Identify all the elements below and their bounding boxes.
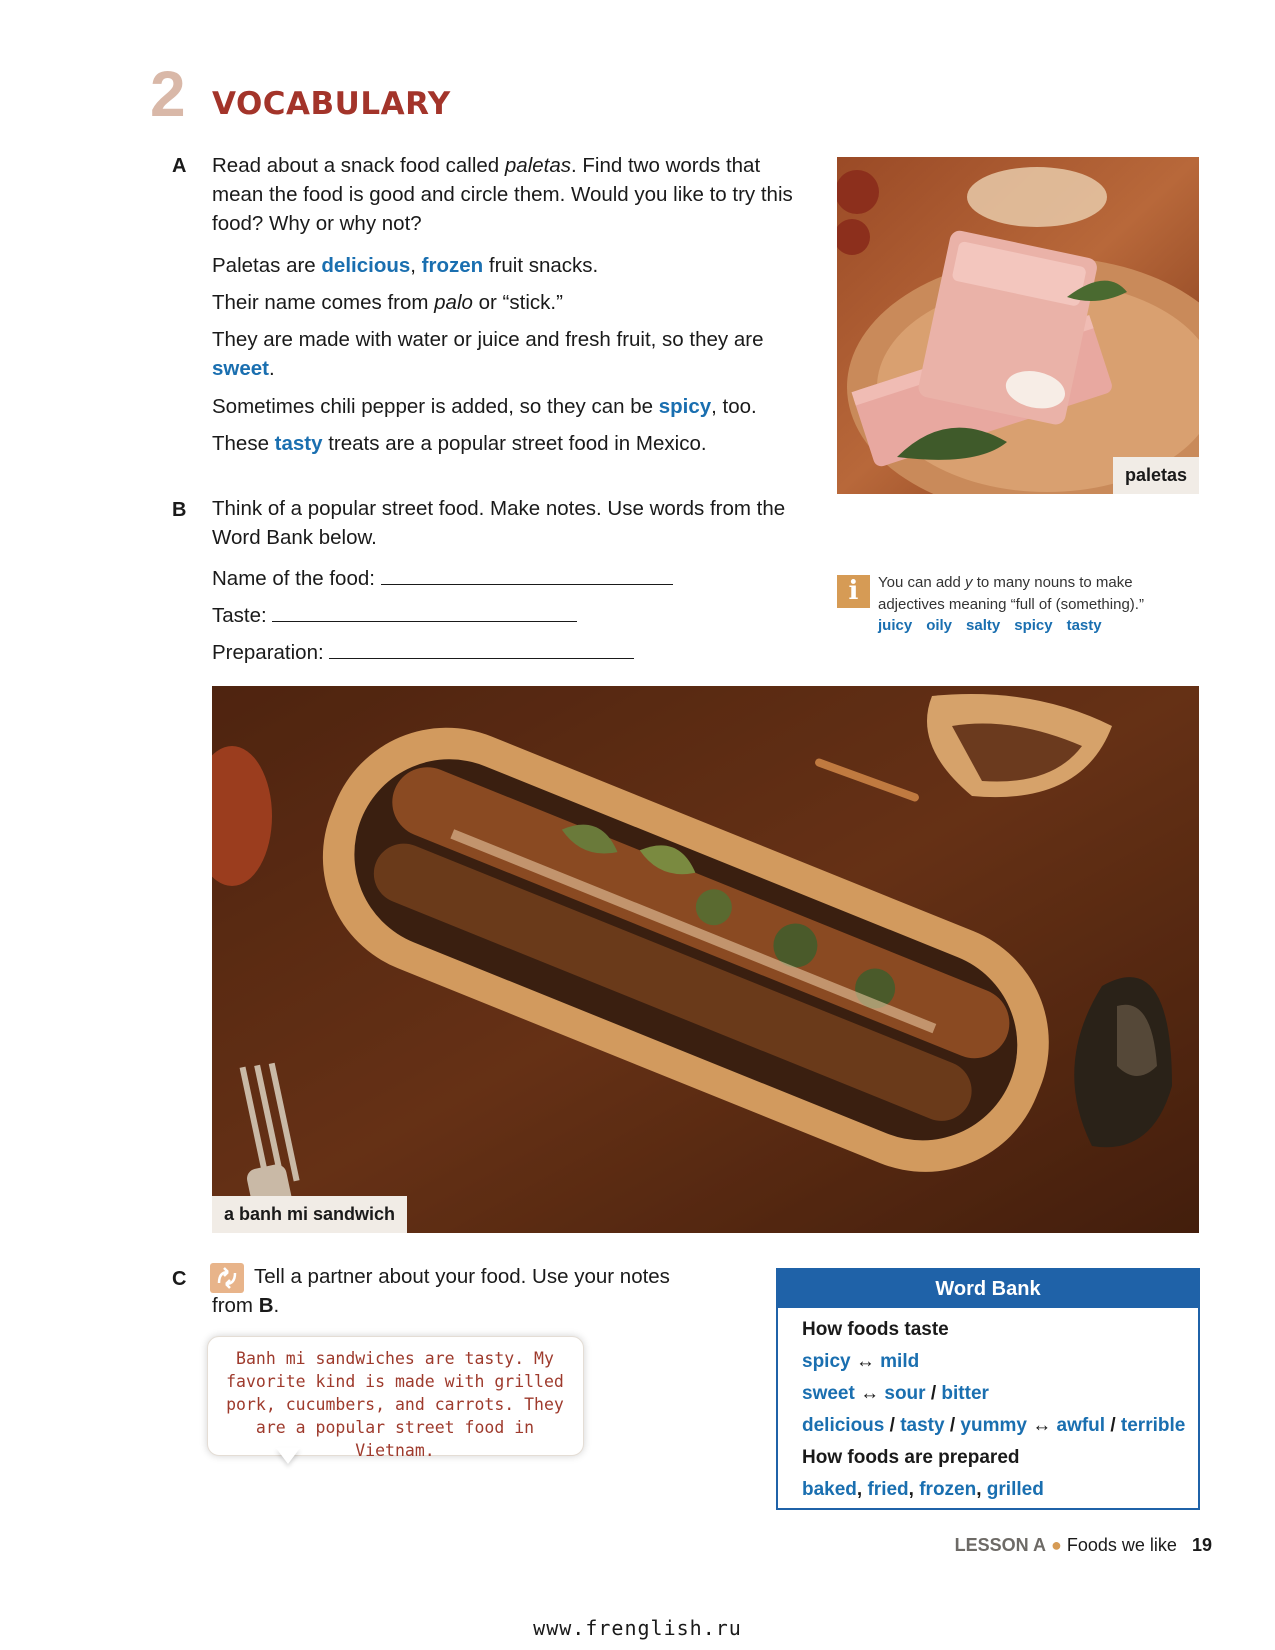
- sentence-5: These tasty treats are a popular street food in Mexico.: [212, 432, 707, 455]
- lesson-label: LESSON A: [954, 1535, 1046, 1555]
- word-bank-heading: How foods are prepared: [802, 1447, 1020, 1468]
- paletas-caption: paletas: [1113, 457, 1199, 494]
- preparation-blank[interactable]: [329, 640, 634, 659]
- part-c-instruction: Tell a partner about your food. Use your notes from B.: [212, 1265, 670, 1317]
- word-bank-row: baked, fried, frozen, grilled: [802, 1479, 1044, 1500]
- keyword: tasty: [274, 432, 323, 455]
- part-a-instruction: Read about a snack food called paletas. Find two words that mean the food is good and circle them. Would you like to try this food? Why or why not?: [212, 154, 793, 235]
- keyword: delicious: [321, 254, 411, 277]
- page-number: 19: [1191, 1535, 1212, 1555]
- field-preparation: Preparation:: [212, 638, 634, 667]
- lesson-topic: Foods we like: [1066, 1535, 1177, 1555]
- sentence-1: Paletas are delicious, frozen fruit snacks.: [212, 254, 599, 277]
- sentence-3: They are made with water or juice and fresh fruit, so they are sweet.: [212, 328, 764, 380]
- info-word-list: [878, 617, 1116, 634]
- word-bank: [776, 1268, 1200, 1510]
- info-text: You can add y to many nouns to make adjectives meaning “full of (something).”: [878, 574, 1144, 613]
- keyword: spicy: [658, 395, 712, 418]
- paletas-illustration: [837, 157, 1199, 494]
- word-bank-row: delicious / tasty / yummy ↔ awful / terrible: [802, 1415, 1186, 1436]
- word-bank-title: Word Bank: [778, 1270, 1198, 1308]
- banh-mi-illustration: [212, 686, 1199, 1233]
- name-of-food-blank[interactable]: [381, 566, 673, 585]
- banh-mi-caption: a banh mi sandwich: [212, 1196, 407, 1233]
- keyword: sweet: [212, 357, 269, 380]
- sentence-2: Their name comes from palo or “stick.”: [212, 291, 563, 314]
- page-footer: [955, 1535, 1212, 1556]
- section-number: 2: [150, 58, 186, 130]
- speech-bubble-text: Banh mi sandwiches are tasty. My favorite kind is made with grilled pork, cucumbers, and carrots. They are a popular street food in Vietnam.: [226, 1349, 564, 1460]
- info-word: tasty: [1066, 617, 1102, 634]
- part-b-letter: B: [172, 499, 187, 521]
- info-word: oily: [926, 617, 953, 634]
- word-bank-heading: How foods taste: [802, 1319, 949, 1340]
- keyword: frozen: [421, 254, 484, 277]
- field-name-of-food: Name of the food:: [212, 564, 673, 593]
- part-b-instruction: Think of a popular street food. Make notes. Use words from the Word Bank below.: [212, 497, 786, 549]
- sentence-4: Sometimes chili pepper is added, so they can be spicy, too.: [212, 395, 757, 418]
- info-word: salty: [966, 617, 1001, 634]
- info-word: juicy: [878, 617, 913, 634]
- bullet-icon: ●: [1051, 1535, 1062, 1555]
- word-bank-row: sweet ↔ sour / bitter: [802, 1383, 989, 1404]
- part-a-letter: A: [172, 155, 187, 177]
- paletas-photo: [837, 157, 1199, 494]
- info-word: spicy: [1014, 617, 1053, 634]
- word-bank-row: spicy ↔ mild: [802, 1351, 920, 1372]
- banh-mi-photo: [212, 686, 1199, 1233]
- watermark: www.frenglish.ru: [533, 1616, 742, 1640]
- field-taste: Taste:: [212, 601, 577, 630]
- part-c-letter: C: [172, 1268, 187, 1290]
- taste-blank[interactable]: [272, 603, 577, 622]
- info-icon: i: [837, 575, 870, 608]
- section-title: VOCABULARY: [212, 86, 451, 122]
